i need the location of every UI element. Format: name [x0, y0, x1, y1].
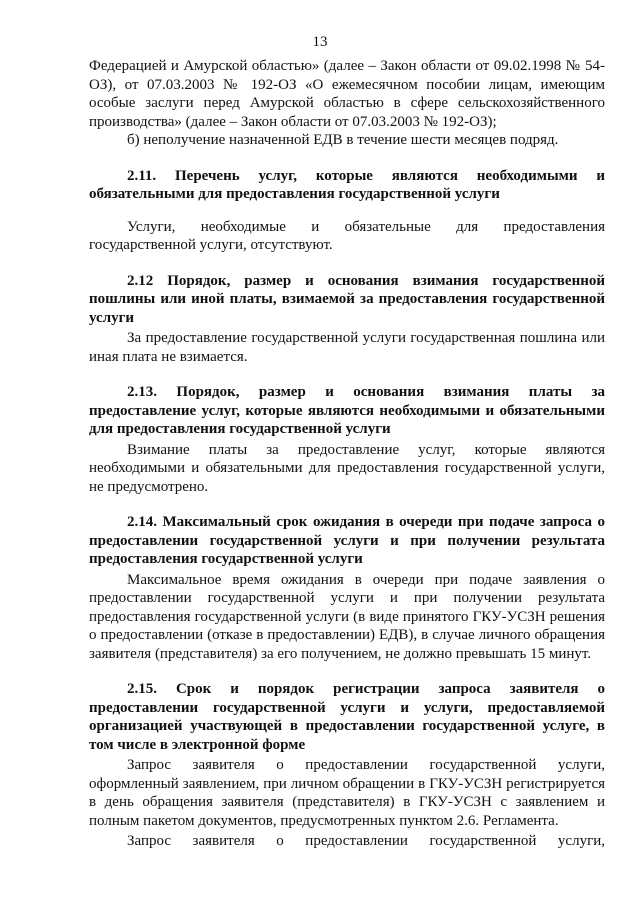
intro-continuation: Федерацией и Амурской областью» (далее – Закон области от 09.02.1998 № 54-ОЗ), от 07.03.2003 № 192-ОЗ «О ежемесячном пособии лицам, имеющим особые заслуги перед Амурской областью в сфере сельскохозяйственного производства» (далее – Закон области от 07.03.2003 № 192-ОЗ);	[89, 58, 605, 130]
section-2-14-heading: 2.14. Максимальный срок ожидания в очереди при подаче запроса о предоставлении государственной услуги и при получении результата предоставления государственной услуги	[89, 514, 605, 567]
section-2-15-heading: 2.15. Срок и порядок регистрации запроса заявителя о предоставлении государственной услуги и услуги, предоставляемой организацией участвующей в предоставлении государственной услуге, в том числе в электронной форме	[89, 681, 605, 753]
page-number: 13	[312, 34, 328, 50]
document-body	[89, 57, 605, 851]
section-2-11-paragraph: Услуги, необходимые и обязательные для предоставления государственной услуги, отсутствуют.	[89, 218, 605, 253]
section-2-13-heading: 2.13. Порядок, размер и основания взимания платы за предоставление услуг, которые являются необходимыми и обязательными для предоставления государственной услуги	[89, 384, 605, 437]
section-2-12-paragraph: За предоставление государственной услуги государственная пошлина или иная плата не взимается.	[89, 330, 605, 365]
intro-item-b: б) неполучение назначенной ЕДВ в течение шести месяцев подряд.	[127, 132, 559, 148]
section-2-14-paragraph: Максимальное время ожидания в очереди при подаче заявления о предоставлении государственной услуги и при получении результата предоставления государственной услуги (в виде принятого ГКУ-УСЗН решения о предоставлении (отказе в предоставлении) ЕДВ), в случае личного обращения заявителя (представителя) за его получением, не должно превышать 15 минут.	[89, 571, 605, 662]
section-2-15-paragraph-2: Запрос заявителя о предоставлении государственной услуги,	[127, 833, 605, 849]
section-2-11-heading: 2.11. Перечень услуг, которые являются необходимыми и обязательными для предоставления государственной услуги	[89, 167, 605, 202]
section-2-15-paragraph-1: Запрос заявителя о предоставлении государственной услуги, оформленный заявлением, при личном обращении в ГКУ-УСЗН регистрируется в день обращения заявителя (представителя) в ГКУ-УСЗН с заявлением и полным пакетом документов, предусмотренных пунктом 2.6. Регламента.	[89, 757, 605, 829]
section-2-12-heading: 2.12 Порядок, размер и основания взимания государственной пошлины или иной платы, взимаемой за предоставления государственной услуги	[89, 272, 605, 326]
section-2-13-paragraph: Взимание платы за предоставление услуг, которые являются необходимыми и обязательными для предоставления государственной услуги, не предусмотрено.	[89, 441, 605, 495]
